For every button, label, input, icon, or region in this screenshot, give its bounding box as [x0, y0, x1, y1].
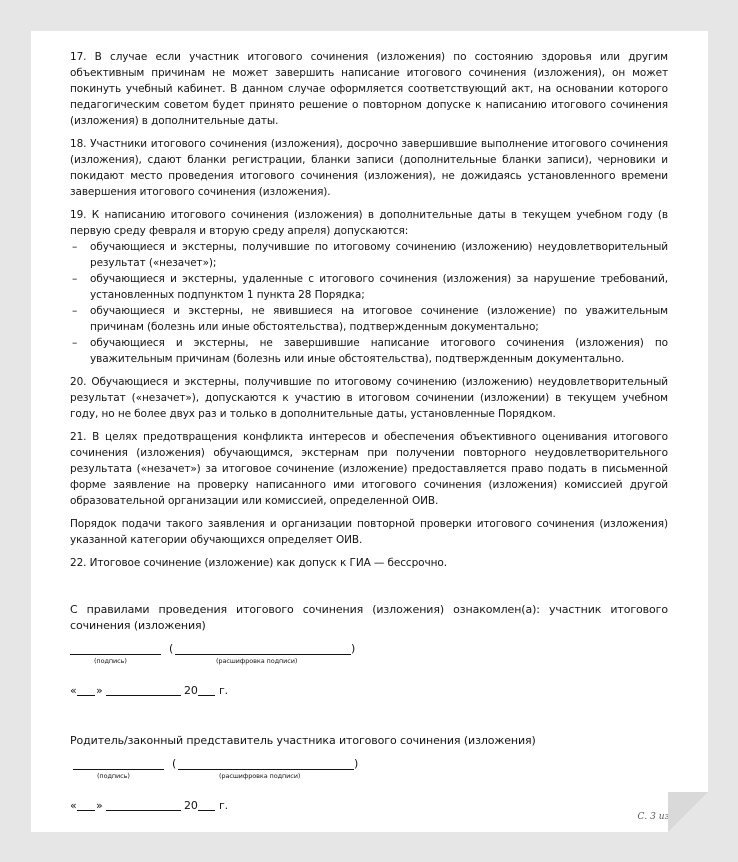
parent-date-block: [70, 798, 668, 818]
admission-list: [70, 239, 668, 367]
list-item: – обучающиеся и экстерны, удаленные с итогового сочинения (изложения) за нарушение требований, установленных подпунктом 1 пункта 28 Порядка;: [70, 271, 668, 303]
paragraph-20: 20. Обучающиеся и экстерны, получившие по итоговому сочинению (изложению) неудовлетворительный результат («незачет»), допускаются к участию в итоговом сочинении (изложении) в текущем учебном году, но не более двух раз и только в дополнительные даты, установленные Порядком.: [70, 376, 668, 420]
document-page: [31, 31, 708, 832]
signature-caption: (подпись): [94, 657, 127, 665]
participant-signature-block: [70, 641, 668, 675]
paragraph-22: 22. Итоговое сочинение (изложение) как допуск к ГИА — бессрочно.: [70, 557, 447, 569]
date-quote-close: »: [96, 799, 103, 812]
paragraph-21: 21. В целях предотвращения конфликта интересов и обеспечения объективного оценивания итогового сочинения (изложения) обучающимся, экстернам при получении повторного неудовлетворительного результата («незачет») за итоговое сочинение (изложение) предоставляется право подать в письменной форме заявление на проверку написанного ими итогового сочинения (изложения) комиссией другой образовательной организации или комиссией, определенной ОИВ.: [70, 431, 668, 507]
decoding-line[interactable]: [175, 641, 351, 655]
paren-open: (: [169, 642, 174, 655]
signature-caption: (подпись): [97, 772, 130, 780]
paren-open: (: [172, 757, 177, 770]
page-number: С. 3 из 3: [637, 812, 678, 822]
decoding-line[interactable]: [178, 756, 354, 770]
paren-close: ): [351, 642, 356, 655]
participant-date-block: [70, 683, 668, 703]
list-item: – обучающиеся и экстерны, не завершившие написание итогового сочинения (изложения) по уважительным причинам (болезнь или иные обстоятельства), подтвержденным документально.: [70, 335, 668, 367]
month-line[interactable]: [106, 683, 181, 696]
day-line[interactable]: [77, 683, 95, 696]
paragraph-18: 18. Участники итогового сочинения (изложения), досрочно завершившие выполнение итогового сочинения (изложения), сдают бланки регистрации, бланки записи (дополнительные бланки записи), черновики и покидают место проведения итогового сочинения (изложения), не дожидаясь установленного времени завершения итогового сочинения (изложения).: [70, 138, 668, 198]
decoding-caption: (расшифровка подписи): [216, 657, 298, 665]
parent-signature-block: [70, 756, 668, 790]
document-content: [70, 49, 668, 818]
date-year-suffix: г.: [219, 799, 229, 812]
paragraph-17: 17. В случае если участник итогового сочинения (изложения) по состоянию здоровья или другим объективным причинам не может завершить написание итогового сочинения (изложения), он может покинуть учебный кабинет. В данном случае оформляется соответствующий акт, на основании которого педагогическим советом будет принято решение о повторном допуске к написанию итогового сочинения (изложения) в дополнительные даты.: [70, 51, 668, 127]
signature-line[interactable]: [70, 641, 161, 655]
year-line[interactable]: [198, 683, 215, 696]
date-quote-close: »: [96, 684, 103, 697]
signature-line[interactable]: [73, 756, 164, 770]
paragraph-21-continued: Порядок подачи такого заявления и организации повторной проверки итогового сочинения (изложения) указанной категории обучающихся определяет ОИВ.: [70, 518, 668, 546]
date-quote-open: «: [70, 684, 77, 697]
parent-acknowledgement: Родитель/законный представитель участника итогового сочинения (изложения): [70, 734, 536, 747]
list-item: – обучающиеся и экстерны, не явившиеся на итоговое сочинение (изложение) по уважительным причинам (болезнь или иные обстоятельства), подтвержденным документально;: [70, 303, 668, 335]
month-line[interactable]: [106, 798, 181, 811]
year-line[interactable]: [198, 798, 215, 811]
paragraph-19: 19. К написанию итогового сочинения (изложения) в дополнительные даты в текущем учебном году (в первую среду февраля и вторую среду апреля) допускаются:: [70, 209, 668, 237]
paren-close: ): [354, 757, 359, 770]
date-year-suffix: г.: [219, 684, 229, 697]
list-item: – обучающиеся и экстерны, получившие по итоговому сочинению (изложению) неудовлетворительный результат («незачет»);: [70, 239, 668, 271]
date-year-prefix: 20: [184, 684, 198, 697]
date-year-prefix: 20: [184, 799, 198, 812]
day-line[interactable]: [77, 798, 95, 811]
participant-acknowledgement: С правилами проведения итогового сочинения (изложения) ознакомлен(а): участник итогового сочинения (изложения): [70, 603, 668, 632]
decoding-caption: (расшифровка подписи): [219, 772, 301, 780]
date-quote-open: «: [70, 799, 77, 812]
page-corner-fold: [668, 792, 708, 832]
